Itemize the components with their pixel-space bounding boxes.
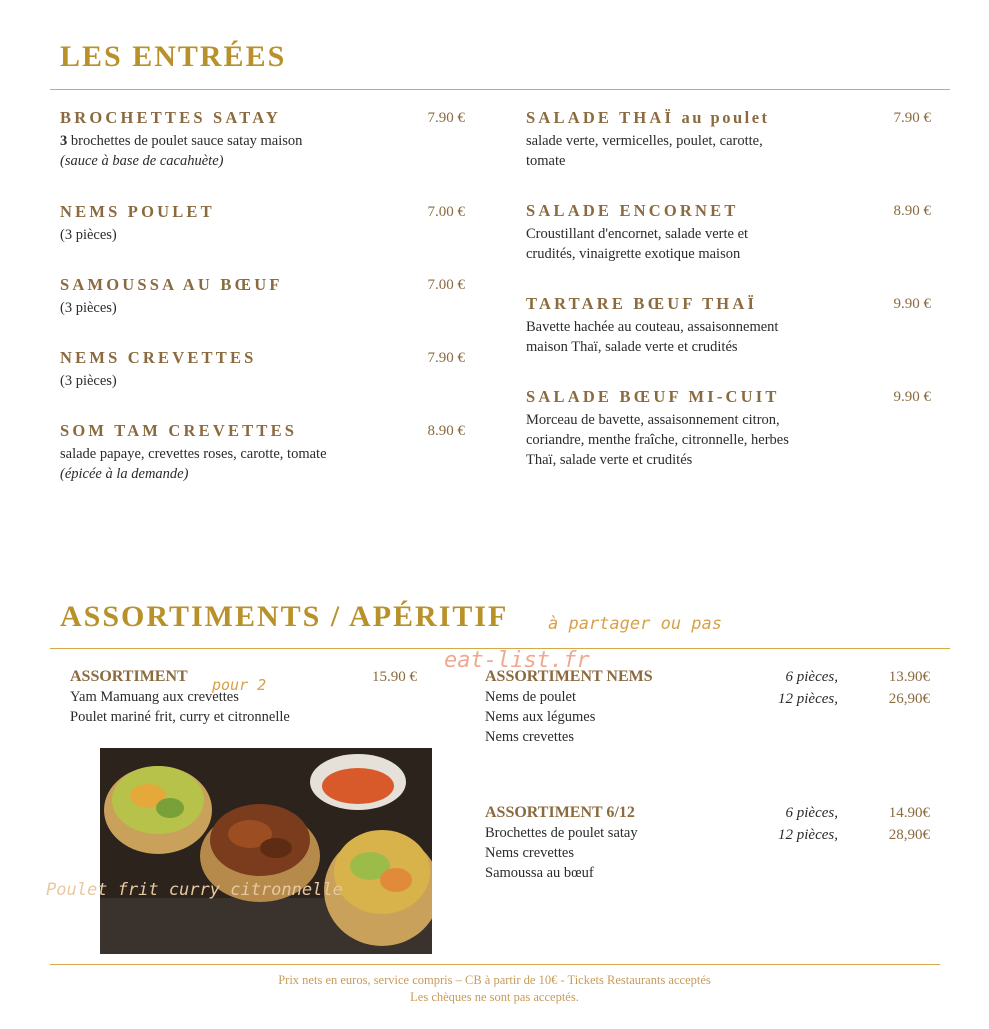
item-price: 8.90 € — [427, 423, 465, 439]
item-name: TARTARE BŒUF THAÏ — [526, 294, 758, 313]
item-price: 7.00 € — [427, 204, 465, 220]
item-description-line: crudités, vinaigrette exotique maison — [526, 246, 741, 262]
dish-photo — [100, 748, 432, 954]
entrees-title: LES ENTRÉES — [60, 40, 287, 73]
item-name: SALADE THAÏ au poulet — [526, 108, 770, 127]
item-name: SALADE ENCORNET — [526, 201, 739, 220]
item-price: 7.00 € — [427, 277, 465, 293]
item-description: salade papaye, crevettes roses, carotte, tomate — [60, 446, 327, 462]
item-description-line: Nems crevettes — [485, 845, 574, 861]
menu-item-samoussa-boeuf — [60, 275, 465, 318]
item-name: ASSORTIMENT 6/12 — [485, 804, 635, 821]
menu-item-assortiment-nems — [485, 668, 930, 747]
option-quantity: 6 pièces, — [785, 805, 838, 821]
photo-illustration — [100, 748, 432, 954]
photo-caption: Poulet frit curry citronnelle — [46, 880, 343, 900]
menu-item-salade-boeuf-mi-cuit — [526, 387, 931, 470]
item-note: pour 2 — [212, 676, 267, 694]
item-price: 7.90 € — [427, 350, 465, 366]
item-description-line: Nems de poulet — [485, 689, 577, 705]
menu-item-brochettes-satay — [60, 108, 465, 171]
item-name-suffix: au poulet — [681, 108, 770, 127]
item-price: 15.90 € — [372, 669, 417, 685]
entrees-divider — [50, 89, 950, 90]
item-description-line: Croustillant d'encornet, salade verte et — [526, 226, 749, 242]
item-price: 8.90 € — [893, 203, 931, 219]
item-description-line: Samoussa au bœuf — [485, 865, 594, 881]
footer-line-1: Prix nets en euros, service compris – CB à partir de 10€ - Tickets Restaurants acceptés — [278, 973, 711, 987]
item-description-line: Thaï, salade verte et crudités — [526, 452, 693, 468]
item-description-line: Bavette hachée au couteau, assaisonnement — [526, 319, 779, 335]
item-description-line: Morceau de bavette, assaisonnement citron, — [526, 412, 780, 428]
item-description: (3 pièces) — [60, 300, 117, 316]
assortiments-subtitle: à partager ou pas — [548, 614, 722, 634]
item-description: (3 pièces) — [60, 227, 117, 243]
item-description-line: Nems aux légumes — [485, 709, 596, 725]
item-price: 9.90 € — [893, 389, 931, 405]
item-name: NEMS CREVETTES — [60, 348, 257, 367]
footer-line-2: Les chèques ne sont pas acceptés. — [410, 990, 579, 1004]
option-price: 14.90€ — [888, 805, 930, 821]
item-description-line: Poulet mariné frit, curry et citronnelle — [70, 709, 290, 725]
option-price: 28,90€ — [888, 827, 930, 843]
item-description-line: Brochettes de poulet satay — [485, 825, 638, 841]
item-name: SOM TAM CREVETTES — [60, 421, 298, 440]
item-description-line: salade verte, vermicelles, poulet, carotte, — [526, 133, 763, 149]
menu-item-assortiment-pour-2 — [70, 668, 417, 727]
item-name: SAMOUSSA AU BŒUF — [60, 275, 283, 294]
menu-item-salade-encornet — [526, 201, 931, 264]
item-description: (3 pièces) — [60, 373, 117, 389]
item-note: (épicée à la demande) — [60, 466, 189, 482]
item-name: BROCHETTES SATAY — [60, 108, 281, 127]
option-quantity: 12 pièces, — [778, 691, 838, 707]
watermark: eat-list.fr — [444, 648, 590, 673]
item-description-line: coriandre, menthe fraîche, citronnelle, herbes — [526, 432, 789, 448]
option-price: 26,90€ — [888, 691, 930, 707]
item-price: 7.90 € — [427, 110, 465, 126]
menu-item-nems-crevettes — [60, 348, 465, 391]
item-name: ASSORTIMENT — [70, 668, 188, 685]
menu-item-tartare-boeuf-thai — [526, 294, 931, 357]
menu-item-som-tam-crevettes — [60, 421, 465, 484]
item-name: SALADE BŒUF MI-CUIT — [526, 387, 780, 406]
menu-item-nems-poulet — [60, 202, 465, 245]
item-price: 7.90 € — [893, 110, 931, 126]
item-description-line: maison Thaï, salade verte et crudités — [526, 339, 738, 355]
item-name: NEMS POULET — [60, 202, 215, 221]
item-description-line: Yam Mamuang aux crevettes — [70, 689, 239, 705]
footer-divider — [50, 964, 940, 965]
item-price: 9.90 € — [893, 296, 931, 312]
item-description-line: tomate — [526, 153, 566, 169]
item-name: ASSORTIMENT NEMS — [485, 668, 653, 685]
option-quantity: 12 pièces, — [778, 827, 838, 843]
item-note: (sauce à base de cacahuète) — [60, 153, 224, 169]
option-quantity: 6 pièces, — [785, 669, 838, 685]
menu-item-salade-thai — [526, 108, 931, 171]
assortiments-title: ASSORTIMENTS / APÉRITIF — [60, 600, 509, 633]
item-description-line: Nems crevettes — [485, 729, 574, 745]
item-description: 3 brochettes de poulet sauce satay maison — [60, 133, 303, 149]
menu-item-assortiment-6-12 — [485, 804, 930, 883]
option-price: 13.90€ — [888, 669, 930, 685]
